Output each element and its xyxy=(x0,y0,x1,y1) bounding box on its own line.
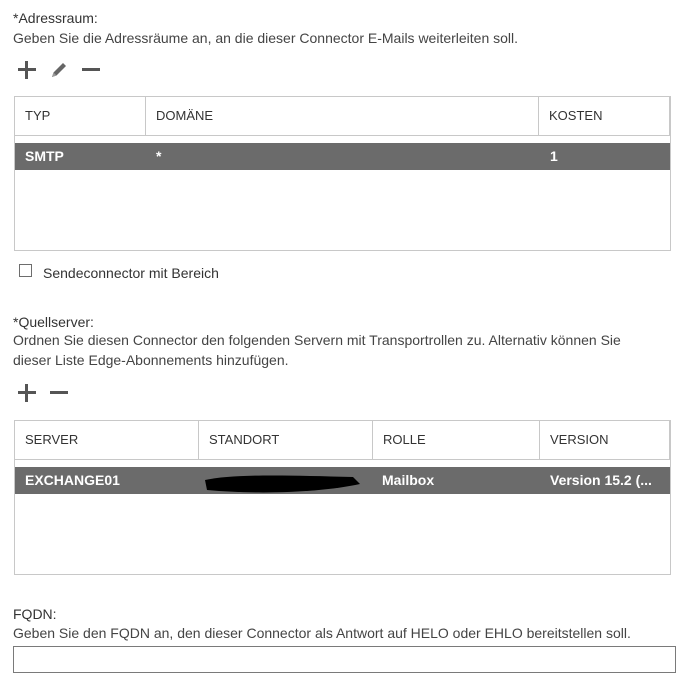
add-address-space-button[interactable] xyxy=(16,59,38,81)
address-space-toolbar xyxy=(16,59,102,81)
cell-role: Mailbox xyxy=(382,472,435,488)
scoped-connector-label[interactable]: Sendeconnector mit Bereich xyxy=(43,265,219,281)
column-header-version[interactable]: VERSION xyxy=(540,421,670,459)
column-header-role[interactable]: ROLLE xyxy=(373,421,540,459)
source-server-description-line1: Ordnen Sie diesen Connector den folgenden Servern mit Transportrollen zu. Alternativ können Sie xyxy=(13,332,621,348)
scoped-connector-checkbox[interactable] xyxy=(19,264,32,277)
source-server-table xyxy=(14,420,671,575)
fqdn-input[interactable] xyxy=(13,646,676,673)
fqdn-description: Geben Sie den FQDN an, den dieser Connector als Antwort auf HELO oder EHLO bereitstellen soll. xyxy=(13,625,631,641)
cell-server: EXCHANGE01 xyxy=(25,472,120,488)
pencil-icon xyxy=(48,59,70,81)
fqdn-label: FQDN: xyxy=(13,606,57,622)
column-header-domain[interactable]: DOMÄNE xyxy=(146,97,539,135)
redaction-mark xyxy=(203,470,363,498)
address-space-description: Geben Sie die Adressräume an, an die dieser Connector E-Mails weiterleiten soll. xyxy=(13,30,519,46)
column-header-location[interactable]: STANDORT xyxy=(199,421,373,459)
source-server-description-line2: dieser Liste Edge-Abonnements hinzufügen. xyxy=(13,352,289,368)
edit-address-space-button[interactable] xyxy=(48,59,70,81)
cell-type: SMTP xyxy=(25,148,64,164)
column-header-server[interactable]: SERVER xyxy=(15,421,199,459)
cell-version: Version 15.2 (... xyxy=(550,472,652,488)
cell-domain: * xyxy=(156,148,162,164)
column-header-type[interactable]: TYP xyxy=(15,97,146,135)
table-header xyxy=(15,97,670,136)
add-source-server-button[interactable] xyxy=(16,382,38,404)
source-server-label: *Quellserver: xyxy=(13,314,94,330)
cell-cost: 1 xyxy=(550,148,558,164)
address-space-table xyxy=(14,96,671,251)
source-server-toolbar xyxy=(16,382,70,404)
table-row[interactable] xyxy=(15,143,670,170)
column-header-cost[interactable]: KOSTEN xyxy=(539,97,670,135)
table-header xyxy=(15,421,670,460)
remove-address-space-button[interactable] xyxy=(80,59,102,81)
address-space-label: *Adressraum: xyxy=(13,10,98,26)
remove-source-server-button[interactable] xyxy=(48,382,70,404)
